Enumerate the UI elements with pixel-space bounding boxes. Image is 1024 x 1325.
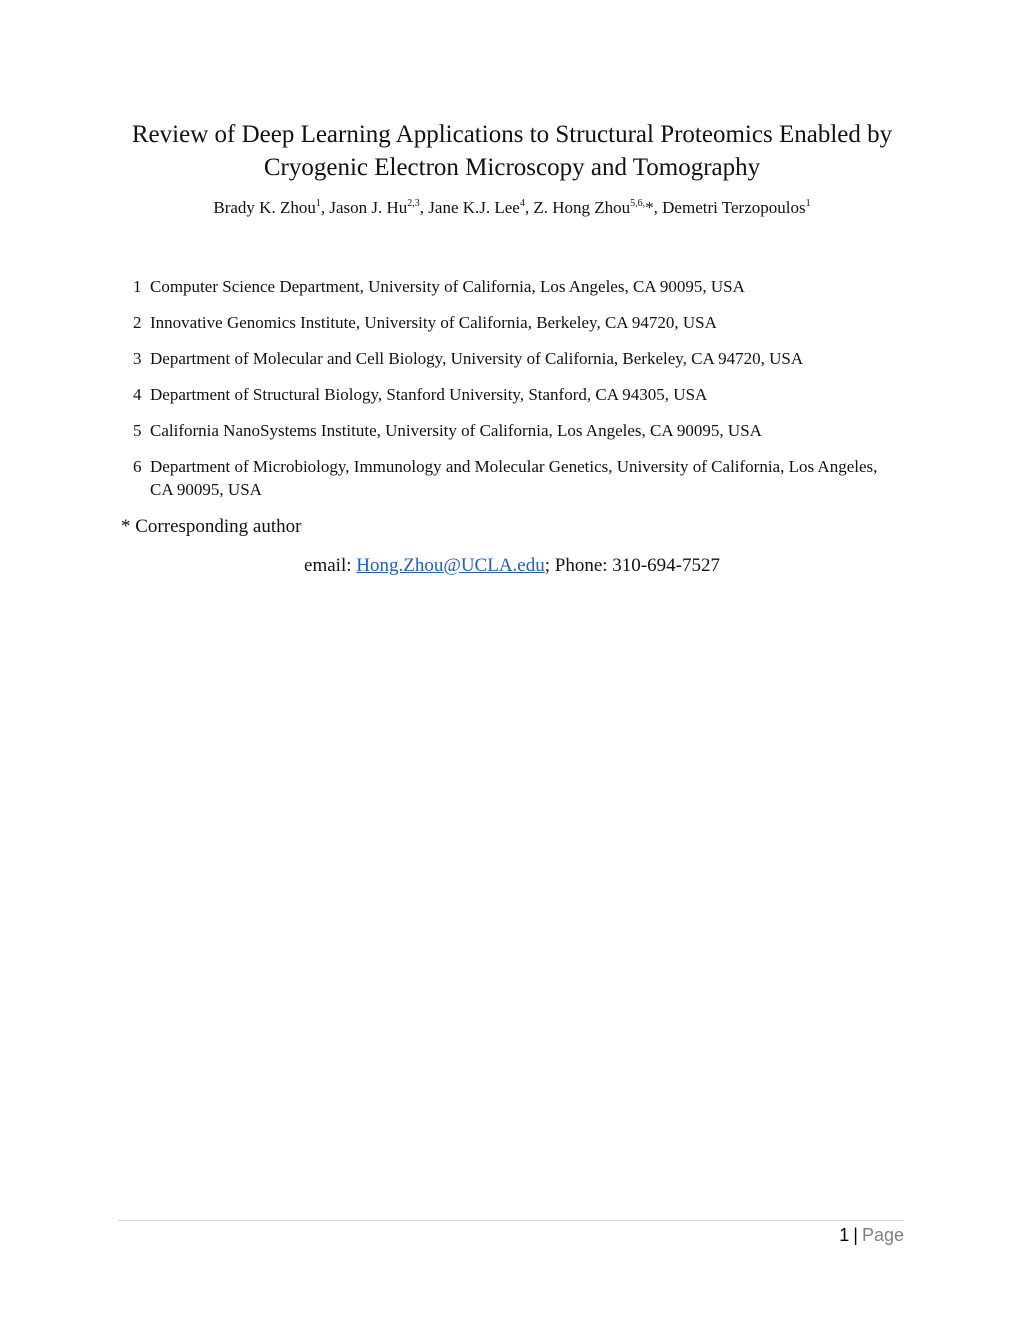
page-label: Page <box>861 1225 904 1245</box>
affiliation-item <box>133 275 893 298</box>
affiliation-item <box>133 419 893 442</box>
page-footer <box>839 1224 904 1246</box>
affiliation-text: Computer Science Department, University of California, Los Angeles, CA 90095, USA <box>150 277 745 296</box>
title-line-1: Review of Deep Learning Applications to Structural Proteomics Enabled by <box>131 121 893 148</box>
affiliation-number: 6 <box>133 457 142 476</box>
title-line-2: Cryogenic Electron Microscopy and Tomography <box>263 154 761 181</box>
author: Brady K. Zhou$^1$, <box>213 198 330 217</box>
email-label: email: <box>304 555 357 576</box>
affiliation-marker: 4 <box>519 198 525 209</box>
author: Z. Hong Zhou$^{5,6,}$*, <box>533 198 663 217</box>
corresponding-author-note: * Corresponding author <box>121 516 302 537</box>
affiliation-list <box>133 275 893 514</box>
paper-title <box>100 118 924 184</box>
affiliation-marker: 2,3 <box>407 198 420 209</box>
affiliation-text: Innovative Genomics Institute, University of California, Berkeley, CA 94720, USA <box>150 313 717 332</box>
affiliation-item <box>133 383 893 406</box>
affiliation-text: Department of Structural Biology, Stanford University, Stanford, CA 94305, USA <box>150 385 708 404</box>
author: Demetri Terzopoulos$^1$ <box>662 198 811 217</box>
affiliation-item <box>133 455 893 501</box>
footer-divider <box>118 1220 904 1221</box>
phone-text: ; Phone: 310-694-7527 <box>544 555 720 576</box>
affiliation-marker: 1 <box>805 198 811 209</box>
affiliation-text: Department of Molecular and Cell Biology, University of California, Berkeley, CA 94720, USA <box>150 349 804 368</box>
affiliation-number: 2 <box>133 313 142 332</box>
affiliation-item <box>133 311 893 334</box>
footer-separator: | <box>853 1225 858 1245</box>
page-number: 1 <box>839 1225 850 1245</box>
author: Jane K.J. Lee$^4$, <box>428 198 534 217</box>
contact-line <box>100 554 924 578</box>
author: Jason J. Hu$^{2,3}$, <box>329 198 429 217</box>
affiliation-number: 1 <box>133 277 142 296</box>
affiliation-number: 4 <box>133 385 142 404</box>
email-link[interactable]: Hong.Zhou@UCLA.edu <box>356 555 545 576</box>
affiliation-number: 5 <box>133 421 142 440</box>
affiliation-text: Department of Microbiology, Immunology and Molecular Genetics, University of California, Los Angeles, CA 90095, USA <box>150 457 878 499</box>
affiliation-item <box>133 347 893 370</box>
affiliation-marker: 5,6, <box>630 198 646 209</box>
author-list <box>100 197 924 219</box>
affiliation-text: California NanoSystems Institute, University of California, Los Angeles, CA 90095, USA <box>150 421 762 440</box>
affiliation-marker: 1 <box>315 198 321 209</box>
affiliation-number: 3 <box>133 349 142 368</box>
